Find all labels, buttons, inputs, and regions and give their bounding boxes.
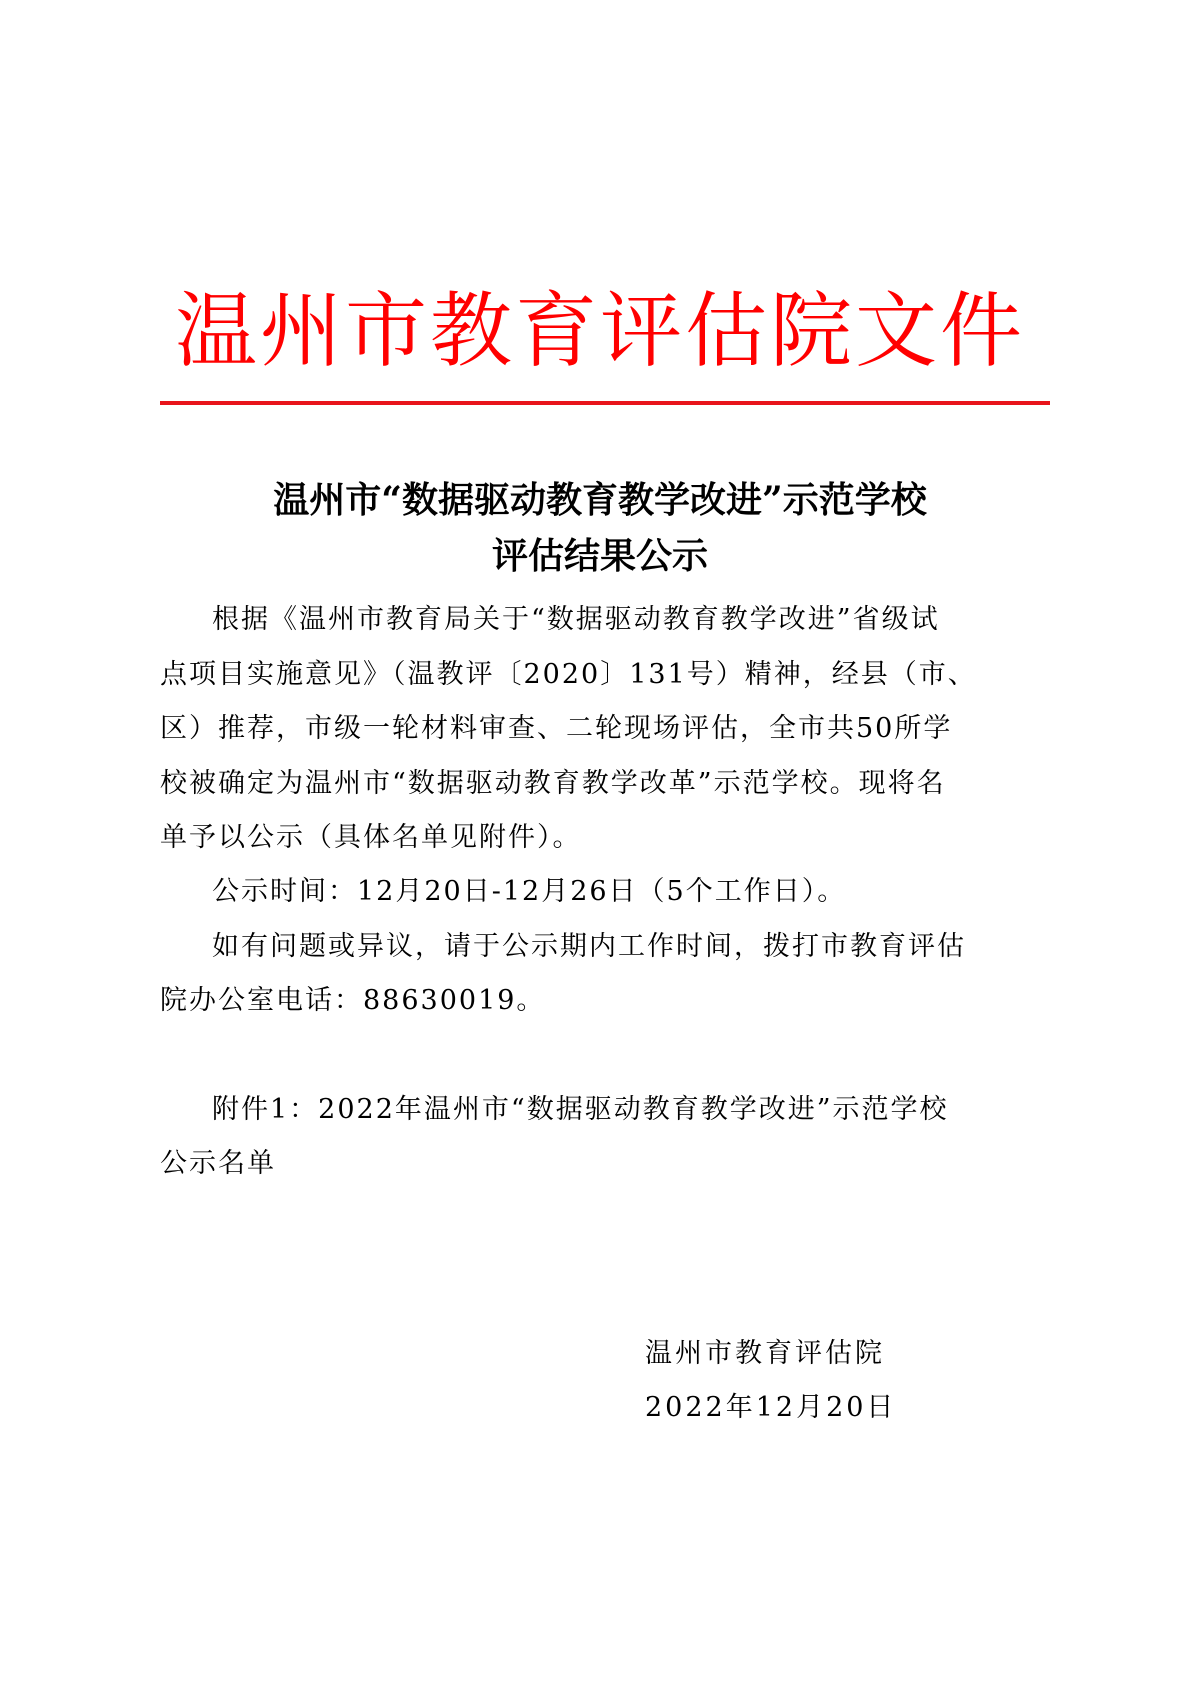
body-line: 点项目实施意见》（温教评〔2020〕131号）精神，经县（市、 — [160, 659, 977, 690]
body-line: 如有问题或异议，请于公示期内工作时间，拨打市教育评估 — [212, 931, 966, 962]
body-line: 根据《温州市教育局关于“数据驱动教育教学改进”省级试 — [212, 604, 940, 635]
contact-phone-line: 院办公室电话：88630019。 — [160, 985, 546, 1016]
body-line: 单予以公示（具体名单见附件）。 — [160, 822, 582, 853]
document-title-line-1: 温州市“数据驱动教育教学改进”示范学校 — [273, 479, 927, 521]
red-separator-rule — [160, 401, 1050, 405]
attachment-line-2: 公示名单 — [160, 1148, 276, 1179]
issuer-red-header: 温州市教育评估院文件 — [174, 284, 1025, 379]
body-line: 校被确定为温州市“数据驱动教育教学改革”示范学校。现将名 — [160, 768, 946, 799]
body-line: 区）推荐，市级一轮材料审查、二轮现场评估，全市共50所学 — [160, 713, 953, 744]
document-title-line-2: 评估结果公示 — [491, 535, 708, 577]
publicity-period-line: 公示时间：12月20日-12月26日（5个工作日）。 — [212, 876, 847, 907]
attachment-line-1: 附件1：2022年温州市“数据驱动教育教学改进”示范学校 — [212, 1094, 949, 1125]
signature-date: 2022年12月20日 — [645, 1392, 897, 1423]
signature-org: 温州市教育评估院 — [645, 1338, 885, 1369]
